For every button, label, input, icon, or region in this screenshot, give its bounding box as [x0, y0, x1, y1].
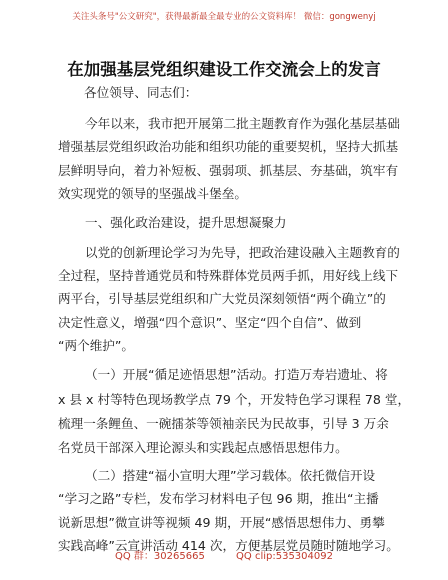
footer-contact	[0, 547, 448, 562]
paragraph-line: 层鲜明导向，着力补短板、强弱项、抓基层、夯基础，筑牢有	[58, 163, 399, 178]
paragraph-line: （一）开展“循足迹悟思想”活动。打造万寿岩遗址、将	[85, 367, 388, 382]
paragraph-line: 以党的创新理论学习为先导，把政治建设融入主题教育的	[85, 245, 400, 260]
paragraph-line: 增强基层党组织政治功能和组织功能的重要契机，坚持大抓基	[58, 139, 399, 154]
header-banner: 关注头条号"公文研究"，获得最新最全最专业的公文资料库！ 微信：gongwenyj	[72, 12, 376, 22]
paragraph-line: 两平台，引导基层党组织和广大党员深刻领悟“两个确立”的	[58, 291, 386, 306]
paragraph-line: “两个维护”。	[58, 338, 135, 353]
paragraph-line: 决定性意义，增强“四个意识”、坚定“四个自信”、做到	[58, 315, 362, 330]
paragraph-line: 全过程，坚持普通党员和特殊群体党员两手抓，用好线上线下	[58, 268, 399, 283]
paragraph-line: 说新思想”微宣讲等视频 49 期，开展“感悟思想伟力、勇攀	[58, 515, 385, 530]
footer-qq-number: QQ clip:535304092	[236, 551, 333, 562]
paragraph-line: （二）搭建“福小宣明大理”学习载体。依托微信开设	[85, 468, 376, 483]
paragraph-line: 实践高峰”云宣讲活动 414 次，方便基层党员随时随地学习。	[58, 538, 399, 553]
paragraph-line: 效实现党的领导的坚强战斗堡垒。	[58, 186, 247, 201]
section-heading: 一、强化政治建设，提升思想凝聚力	[85, 215, 287, 230]
paragraph-line: “学习之路”专栏，发布学习材料电子包 96 期，推出“主播	[58, 491, 379, 506]
paragraph-line: x 县 x 村等特色现场教学点 79 个，开发特色学习课程 78 堂，	[58, 392, 411, 407]
salutation: 各位领导、同志们：	[84, 85, 198, 100]
footer-qq-group: QQ 群：30265665	[115, 551, 205, 562]
page-title: 在加强基层党组织建设工作交流会上的发言	[67, 60, 381, 79]
paragraph-line: 今年以来，我市把开展第二批主题教育作为强化基层基础	[85, 116, 400, 131]
paragraph-line: 名党员干部深入理论源头和实践起点感悟思想伟力。	[58, 440, 348, 455]
paragraph-line: 梳理一条鲤鱼、一碗擂茶等领袖亲民为民故事，引导 3 万余	[58, 416, 389, 431]
